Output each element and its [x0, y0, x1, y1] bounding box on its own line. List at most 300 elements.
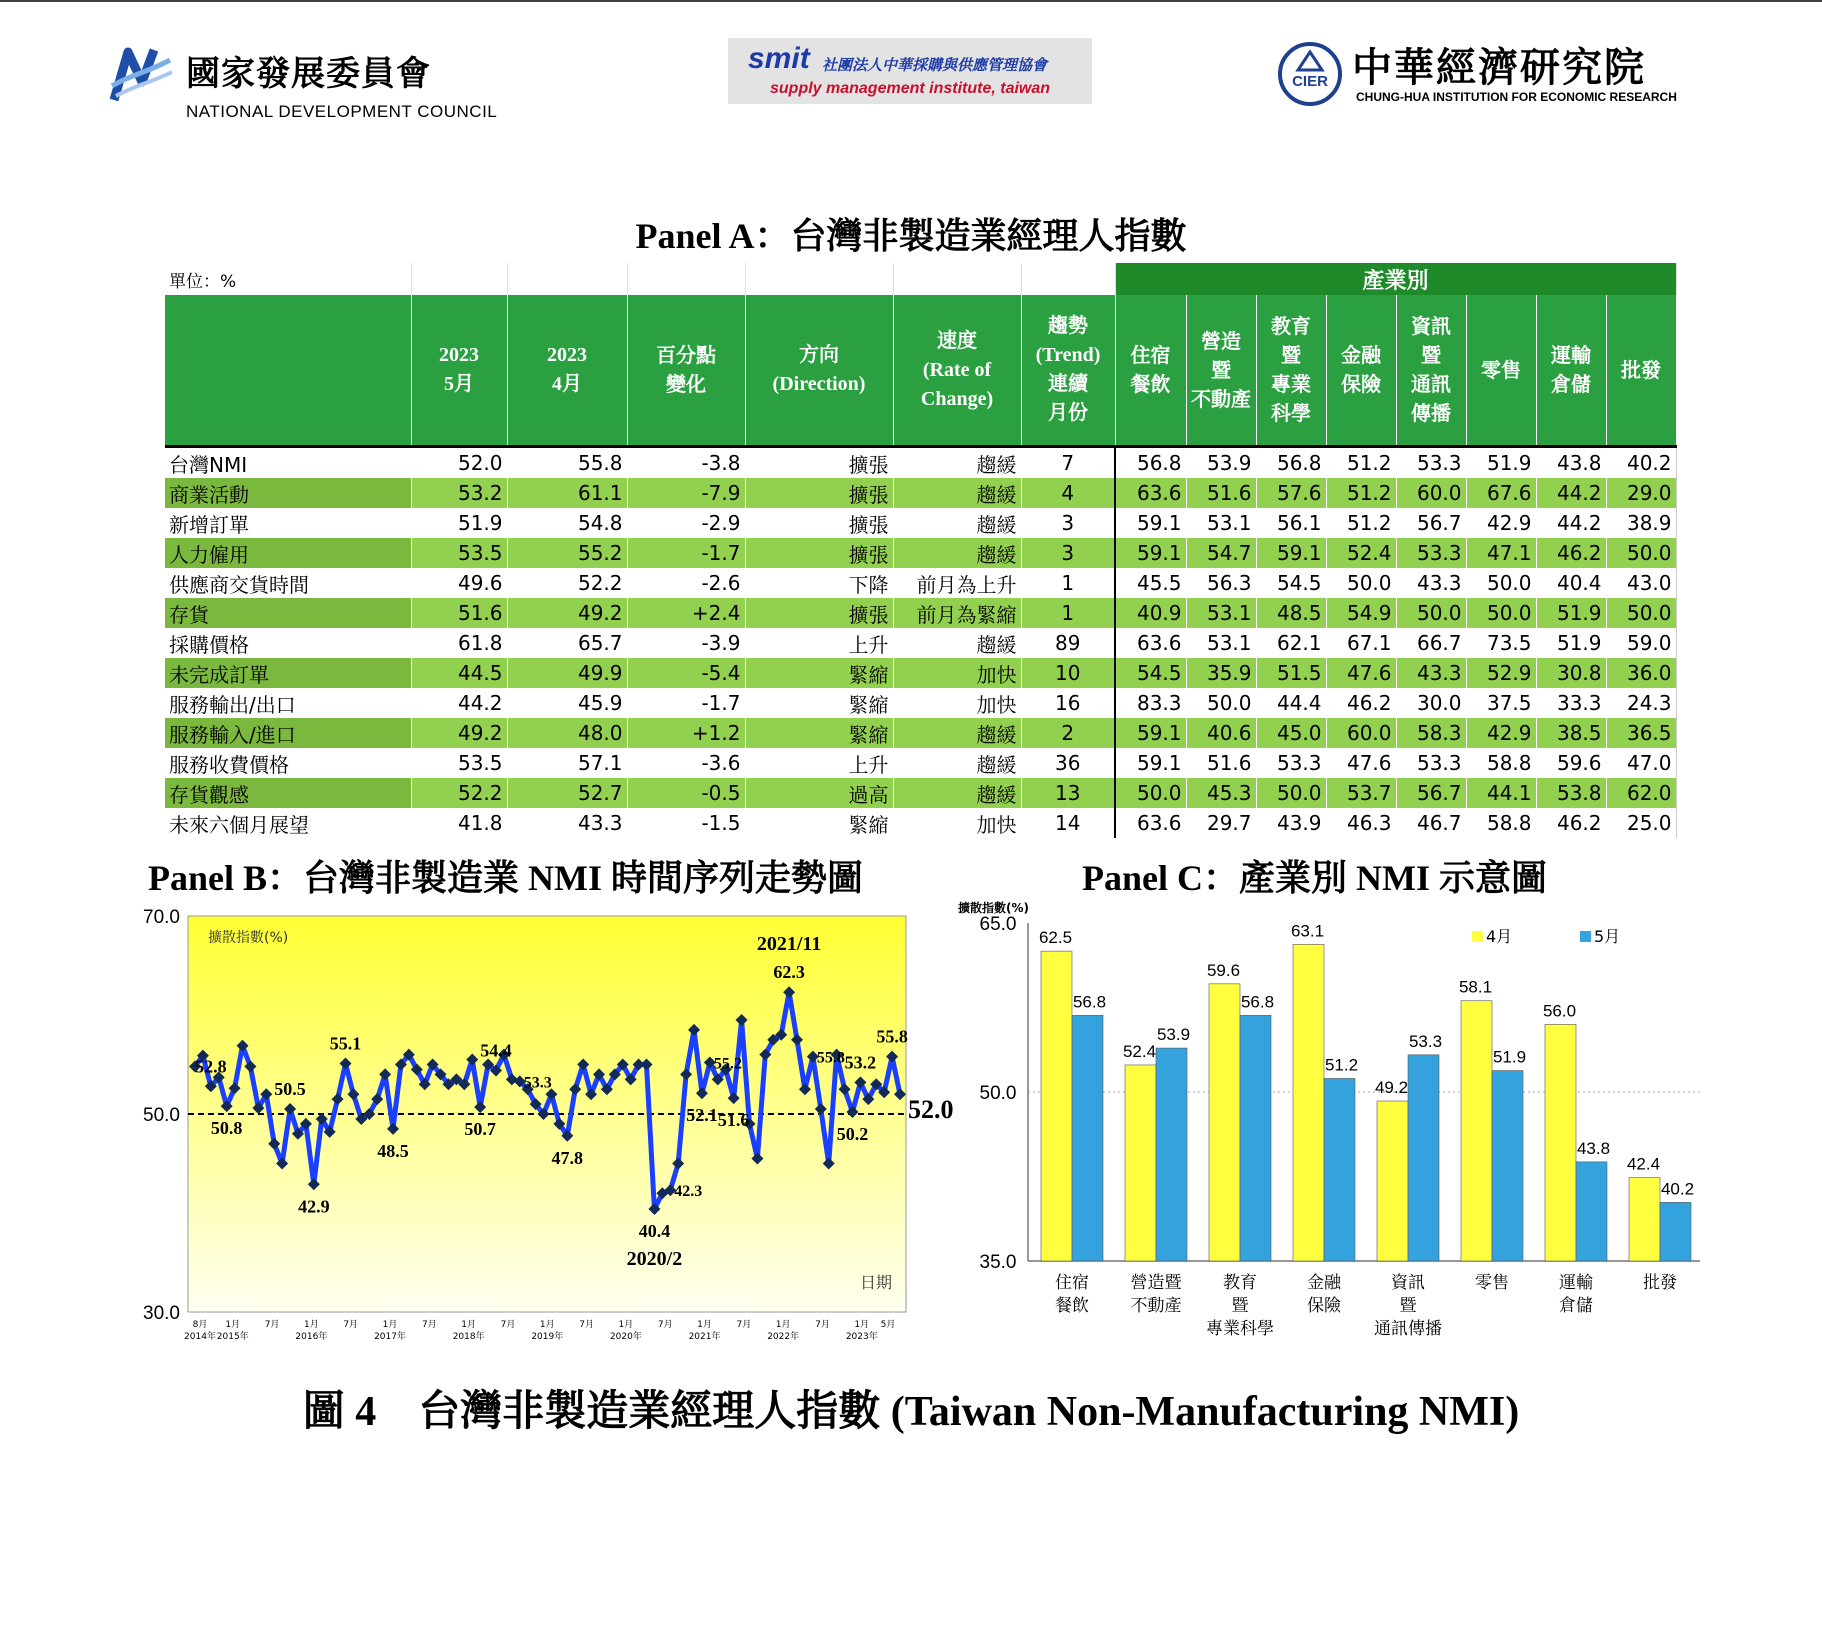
data-label: 50.2 [836, 1124, 869, 1145]
x-tick-year: 2019年 [531, 1332, 564, 1342]
cell-industry: 46.2 [1536, 538, 1606, 568]
cell-trend: 3 [1021, 538, 1115, 568]
table-row [165, 478, 1676, 508]
x-axis-title: 日期 [860, 1273, 893, 1292]
row-name: 新增訂單 [165, 508, 411, 538]
blank-cell [507, 263, 627, 295]
cier-english: CHUNG-HUA INSTITUTION FOR ECONOMIC RESEARCH [1356, 90, 1677, 104]
cell-may: 44.5 [411, 658, 507, 688]
cell-industry: 47.6 [1326, 658, 1396, 688]
col-industry-line: 營造 [1201, 328, 1241, 353]
col-industry [1326, 295, 1396, 447]
cell-industry: 44.1 [1466, 778, 1536, 808]
col-trend-line: 月份 [1048, 402, 1088, 424]
data-label: 2021/11 [756, 933, 822, 956]
col-industry [1115, 295, 1186, 447]
cell-industry: 51.9 [1466, 447, 1536, 479]
cell-change: -3.6 [627, 748, 745, 778]
cell-industry: 58.3 [1396, 718, 1466, 748]
row-name: 服務輸出/出口 [165, 688, 411, 718]
bar-value-label: 52.4 [1122, 1041, 1157, 1061]
table-row [165, 748, 1676, 778]
col-industry-line: 金融 [1341, 343, 1381, 367]
cell-may: 61.8 [411, 628, 507, 658]
y-tick-label: 35.0 [979, 1252, 1017, 1273]
blank-cell [1021, 263, 1115, 295]
cell-apr: 43.3 [507, 808, 627, 838]
bar [1072, 1015, 1103, 1261]
cell-industry: 53.3 [1256, 748, 1326, 778]
unit-label: 單位：% [165, 263, 411, 295]
cell-industry: 53.3 [1396, 538, 1466, 568]
cell-industry: 62.1 [1256, 628, 1326, 658]
data-label: 42.9 [298, 1196, 330, 1217]
cell-change: -1.5 [627, 808, 745, 838]
cell-industry: 44.4 [1256, 688, 1326, 718]
cell-may: 51.6 [411, 598, 507, 628]
smit-logo [728, 38, 1092, 104]
cell-industry: 56.7 [1396, 778, 1466, 808]
cell-may: 49.2 [411, 718, 507, 748]
cell-trend: 36 [1021, 748, 1115, 778]
legend-swatch [1472, 931, 1483, 942]
cell-industry: 25.0 [1606, 808, 1676, 838]
table-row [165, 447, 1676, 479]
cell-trend: 7 [1021, 447, 1115, 479]
cell-rate: 趨緩 [893, 628, 1021, 658]
cell-direction: 擴張 [745, 447, 893, 479]
col-industry-line: 倉儲 [1551, 372, 1591, 396]
smit-brand: smit [748, 42, 810, 75]
cell-direction: 過高 [745, 778, 893, 808]
col-change-line: 變化 [666, 372, 706, 396]
cell-direction: 擴張 [745, 598, 893, 628]
cell-industry: 36.0 [1606, 658, 1676, 688]
data-label: 52.0 [908, 1095, 954, 1125]
cell-industry: 43.0 [1606, 568, 1676, 598]
cell-trend: 89 [1021, 628, 1115, 658]
panel-b-title: Panel B：台灣非製造業 NMI 時間序列走勢圖 [148, 858, 863, 898]
blank-cell [893, 263, 1021, 295]
cell-industry: 56.3 [1186, 568, 1256, 598]
cell-change: -1.7 [627, 538, 745, 568]
blank-cell [627, 263, 745, 295]
cell-industry: 50.0 [1606, 538, 1676, 568]
col-industry [1606, 295, 1676, 447]
cell-industry: 50.0 [1466, 598, 1536, 628]
col-trend-line: 趨勢 [1048, 315, 1088, 337]
bar [1660, 1202, 1691, 1261]
cell-change: -7.9 [627, 478, 745, 508]
col-industry [1186, 295, 1256, 447]
row-name: 存貨 [165, 598, 411, 628]
category-label: 倉儲 [1559, 1296, 1593, 1316]
cell-industry: 37.5 [1466, 688, 1536, 718]
bar-value-label: 43.8 [1576, 1138, 1611, 1158]
col-rate [893, 295, 1021, 447]
cell-industry: 53.1 [1186, 628, 1256, 658]
bar [1461, 1001, 1492, 1261]
col-trend-line: 連續 [1048, 373, 1088, 395]
cell-apr: 45.9 [507, 688, 627, 718]
cell-may: 53.5 [411, 748, 507, 778]
cell-industry: 54.5 [1115, 658, 1186, 688]
cell-industry: 24.3 [1606, 688, 1676, 718]
cell-industry: 45.5 [1115, 568, 1186, 598]
nmi-time-series-chart [118, 900, 954, 1342]
cell-industry: 53.1 [1186, 508, 1256, 538]
cell-industry: 46.7 [1396, 808, 1466, 838]
cell-industry: 66.7 [1396, 628, 1466, 658]
table-row [165, 628, 1676, 658]
cell-industry: 40.9 [1115, 598, 1186, 628]
cell-industry: 59.1 [1115, 508, 1186, 538]
cell-industry: 33.3 [1536, 688, 1606, 718]
cell-industry: 59.1 [1115, 748, 1186, 778]
x-tick-month: 1月 [854, 1320, 870, 1330]
cell-direction: 擴張 [745, 538, 893, 568]
cell-industry: 59.1 [1115, 718, 1186, 748]
col-may-line: 5月 [444, 373, 474, 395]
category-label: 批發 [1643, 1273, 1677, 1293]
cell-industry: 51.6 [1186, 748, 1256, 778]
data-label: 47.8 [551, 1147, 584, 1168]
smit-chinese: 社團法人中華採購與供應管理協會 [822, 56, 1048, 74]
cell-apr: 49.2 [507, 598, 627, 628]
cell-apr: 61.1 [507, 478, 627, 508]
header-blank [165, 295, 411, 447]
cell-industry: 63.6 [1115, 478, 1186, 508]
table-row [165, 598, 1676, 628]
cell-change: +2.4 [627, 598, 745, 628]
ndc-name: 國家發展委員會 [186, 54, 431, 94]
legend-swatch [1580, 931, 1591, 942]
y-axis-title: 擴散指數(%) [958, 901, 1029, 915]
x-tick-month: 1月 [461, 1320, 477, 1330]
category-label: 運輸 [1559, 1273, 1593, 1293]
cell-industry: 51.2 [1326, 447, 1396, 479]
row-name: 服務輸入/進口 [165, 718, 411, 748]
cell-industry: 56.1 [1256, 508, 1326, 538]
cell-industry: 51.2 [1326, 508, 1396, 538]
cell-rate: 趨緩 [893, 778, 1021, 808]
cell-change: -5.4 [627, 658, 745, 688]
industry-nmi-bar-chart [948, 901, 1708, 1345]
bar [1492, 1071, 1523, 1261]
x-tick-month: 7月 [421, 1320, 437, 1330]
logo-header [0, 28, 1822, 121]
row-name: 台灣NMI [165, 447, 411, 479]
cell-apr: 54.8 [507, 508, 627, 538]
legend-label: 5月 [1594, 927, 1621, 946]
cell-industry: 67.1 [1326, 628, 1396, 658]
data-label: 50.8 [210, 1118, 243, 1139]
blank-cell [745, 263, 893, 295]
col-industry-line: 保險 [1341, 372, 1381, 396]
table-row [165, 658, 1676, 688]
cell-industry: 59.1 [1115, 538, 1186, 568]
cell-industry: 45.0 [1256, 718, 1326, 748]
row-name: 存貨觀感 [165, 778, 411, 808]
col-trend [1021, 295, 1115, 447]
x-tick-year: 2014年 [184, 1332, 216, 1342]
cier-name: 中華經濟研究院 [1352, 45, 1646, 91]
cell-apr: 55.8 [507, 447, 627, 479]
bar-value-label: 56.0 [1542, 1001, 1577, 1021]
cell-industry: 38.9 [1606, 508, 1676, 538]
data-label: 55.2 [713, 1055, 742, 1073]
category-label: 保險 [1307, 1296, 1341, 1316]
x-tick-month: 1月 [618, 1320, 634, 1330]
cell-rate: 趨緩 [893, 447, 1021, 479]
col-industry-line: 資訊 [1411, 314, 1451, 338]
cell-industry: 50.0 [1466, 568, 1536, 598]
data-label: 2020/2 [626, 1248, 683, 1271]
cell-industry: 60.0 [1396, 478, 1466, 508]
table-row [165, 718, 1676, 748]
col-industry-line: 科學 [1271, 401, 1311, 425]
category-label: 專業科學 [1206, 1319, 1274, 1339]
cell-apr: 52.2 [507, 568, 627, 598]
blank-cell [411, 263, 507, 295]
cell-industry: 38.5 [1536, 718, 1606, 748]
cell-industry: 53.7 [1326, 778, 1396, 808]
cell-trend: 3 [1021, 508, 1115, 538]
cell-industry: 58.8 [1466, 748, 1536, 778]
cell-industry: 43.9 [1256, 808, 1326, 838]
legend-label: 4月 [1486, 927, 1513, 946]
data-label: 42.3 [674, 1183, 703, 1201]
bar-value-label: 53.3 [1408, 1031, 1443, 1051]
cell-rate: 趨緩 [893, 478, 1021, 508]
x-tick-month: 1月 [539, 1320, 555, 1330]
bar [1629, 1178, 1660, 1261]
bar [1041, 951, 1072, 1261]
cell-industry: 53.8 [1536, 778, 1606, 808]
cell-industry: 40.2 [1606, 447, 1676, 479]
cell-industry: 50.0 [1115, 778, 1186, 808]
col-industry-line: 暨 [1421, 343, 1441, 367]
cell-industry: 56.7 [1396, 508, 1466, 538]
cell-trend: 4 [1021, 478, 1115, 508]
x-tick-month: 7月 [736, 1320, 752, 1330]
cell-change: -0.5 [627, 778, 745, 808]
col-rate-line: 速度 [937, 329, 977, 352]
data-label: 50.7 [464, 1119, 496, 1140]
y-tick-label: 70.0 [143, 907, 180, 928]
cell-trend: 13 [1021, 778, 1115, 808]
cell-apr: 48.0 [507, 718, 627, 748]
bar [1377, 1101, 1408, 1261]
cell-direction: 擴張 [745, 508, 893, 538]
cell-change: +1.2 [627, 718, 745, 748]
cell-industry: 29.0 [1606, 478, 1676, 508]
cell-industry: 46.2 [1536, 808, 1606, 838]
cell-industry: 46.2 [1326, 688, 1396, 718]
y-axis-title: 擴散指數(%) [208, 930, 289, 946]
col-industry-line: 住宿 [1130, 343, 1171, 367]
smit-english: supply management institute, taiwan [770, 80, 1051, 97]
category-label: 餐飲 [1055, 1296, 1089, 1316]
cell-industry: 54.5 [1256, 568, 1326, 598]
x-tick-month: 7月 [579, 1320, 594, 1330]
x-tick-year: 2018年 [452, 1332, 485, 1342]
col-may-line: 2023 [439, 344, 479, 366]
x-tick-month: 1月 [775, 1320, 791, 1330]
bar [1240, 1015, 1271, 1261]
cell-rate: 趨緩 [893, 718, 1021, 748]
col-industry [1256, 295, 1326, 447]
cell-industry: 53.3 [1396, 748, 1466, 778]
cell-apr: 55.2 [507, 538, 627, 568]
cell-industry: 43.3 [1396, 568, 1466, 598]
col-apr-line: 4月 [552, 373, 582, 395]
cell-industry: 60.0 [1326, 718, 1396, 748]
cell-industry: 40.6 [1186, 718, 1256, 748]
col-industry-line: 餐飲 [1130, 372, 1171, 396]
cell-industry: 50.0 [1326, 568, 1396, 598]
cell-industry: 51.9 [1536, 628, 1606, 658]
data-label: 52.8 [195, 1056, 227, 1077]
cell-industry: 52.4 [1326, 538, 1396, 568]
bar-value-label: 53.9 [1156, 1025, 1191, 1045]
data-label: 53.2 [844, 1052, 877, 1073]
row-name: 人力僱用 [165, 538, 411, 568]
col-industry-line: 運輸 [1551, 343, 1591, 367]
industry-group-header: 產業別 [1115, 263, 1676, 295]
cell-may: 52.0 [411, 447, 507, 479]
x-tick-month: 1月 [225, 1320, 241, 1330]
bar-value-label: 63.1 [1290, 921, 1325, 941]
row-name: 供應商交貨時間 [165, 568, 411, 598]
cell-may: 41.8 [411, 808, 507, 838]
cell-industry: 59.6 [1536, 748, 1606, 778]
cell-change: -3.8 [627, 447, 745, 479]
cell-industry: 51.5 [1256, 658, 1326, 688]
cell-industry: 63.6 [1115, 808, 1186, 838]
cell-industry: 54.7 [1186, 538, 1256, 568]
y-tick-label: 65.0 [979, 914, 1017, 935]
cell-industry: 43.3 [1396, 658, 1466, 688]
nmi-table [165, 263, 1677, 838]
cell-industry: 47.0 [1606, 748, 1676, 778]
cell-may: 53.5 [411, 538, 507, 568]
data-label: 55.8 [876, 1026, 908, 1047]
cell-rate: 趨緩 [893, 538, 1021, 568]
cell-direction: 緊縮 [745, 658, 893, 688]
cell-direction: 上升 [745, 628, 893, 658]
cell-apr: 57.1 [507, 748, 627, 778]
x-tick-year: 2015年 [216, 1332, 249, 1342]
category-label: 不動產 [1130, 1296, 1182, 1316]
table-row [165, 778, 1676, 808]
cell-change: -1.7 [627, 688, 745, 718]
figure-caption: 圖 4 台灣非製造業經理人指數 (Taiwan Non-Manufacturing NMI) [302, 1389, 1520, 1435]
cell-industry: 43.8 [1536, 447, 1606, 479]
category-label: 住宿 [1055, 1273, 1089, 1293]
cell-industry: 50.0 [1256, 778, 1326, 808]
col-apr-line: 2023 [547, 344, 587, 366]
x-tick-year: 2017年 [374, 1332, 406, 1342]
cell-industry: 50.0 [1396, 598, 1466, 628]
bar-value-label: 56.8 [1072, 992, 1107, 1012]
col-industry-line: 暨 [1211, 357, 1231, 382]
x-tick-year: 2021年 [688, 1332, 721, 1342]
cell-trend: 14 [1021, 808, 1115, 838]
x-tick-month: 1月 [304, 1320, 319, 1330]
table-row [165, 688, 1676, 718]
data-label: 53.3 [523, 1074, 552, 1092]
cell-industry: 83.3 [1115, 688, 1186, 718]
bar [1408, 1055, 1439, 1261]
table-row [165, 538, 1676, 568]
col-industry [1466, 295, 1536, 447]
x-tick-month: 7月 [343, 1320, 359, 1330]
ndc-logo [108, 38, 528, 128]
cell-rate: 趨緩 [893, 508, 1021, 538]
cell-industry: 54.9 [1326, 598, 1396, 628]
cell-industry: 63.6 [1115, 628, 1186, 658]
category-label: 暨 [1399, 1296, 1417, 1316]
cell-industry: 56.8 [1115, 447, 1186, 479]
cell-change: -2.6 [627, 568, 745, 598]
cell-industry: 56.8 [1256, 447, 1326, 479]
cell-industry: 58.8 [1466, 808, 1536, 838]
bar [1293, 944, 1324, 1261]
col-apr [507, 295, 627, 447]
y-tick-label: 30.0 [143, 1303, 180, 1324]
x-tick-month: 8月 [192, 1320, 208, 1330]
col-change-line: 百分點 [656, 343, 716, 367]
cell-apr: 65.7 [507, 628, 627, 658]
cell-industry: 30.0 [1396, 688, 1466, 718]
x-tick-year: 2020年 [609, 1332, 642, 1342]
col-change [627, 295, 745, 447]
col-direction-line: 方向 [799, 344, 839, 366]
col-may [411, 295, 507, 447]
table-row [165, 508, 1676, 538]
bar [1125, 1065, 1156, 1261]
y-tick-label: 50.0 [979, 1083, 1017, 1104]
cell-may: 52.2 [411, 778, 507, 808]
cell-trend: 16 [1021, 688, 1115, 718]
ndc-english: NATIONAL DEVELOPMENT COUNCIL [186, 102, 498, 121]
cell-industry: 44.2 [1536, 508, 1606, 538]
cell-industry: 47.1 [1466, 538, 1536, 568]
col-direction-line: (Direction) [772, 373, 866, 395]
category-label: 金融 [1307, 1273, 1341, 1293]
x-tick-month: 7月 [657, 1320, 673, 1330]
cell-industry: 29.7 [1186, 808, 1256, 838]
cell-industry: 53.9 [1186, 447, 1256, 479]
cell-industry: 50.0 [1606, 598, 1676, 628]
category-label: 通訊傳播 [1374, 1319, 1442, 1339]
data-label: 55.1 [329, 1033, 362, 1054]
bar-value-label: 58.1 [1458, 977, 1493, 997]
cell-industry: 53.3 [1396, 447, 1466, 479]
data-label: 48.5 [377, 1140, 409, 1161]
col-rate-line: Change) [920, 387, 994, 410]
cell-industry: 42.9 [1466, 508, 1536, 538]
table-row [165, 808, 1676, 838]
cell-direction: 緊縮 [745, 808, 893, 838]
cell-industry: 44.2 [1536, 478, 1606, 508]
cell-direction: 緊縮 [745, 718, 893, 748]
row-name: 商業活動 [165, 478, 411, 508]
col-industry-line: 專業 [1271, 372, 1311, 396]
col-industry-line: 批發 [1621, 357, 1661, 382]
bar-value-label: 49.2 [1374, 1078, 1409, 1098]
